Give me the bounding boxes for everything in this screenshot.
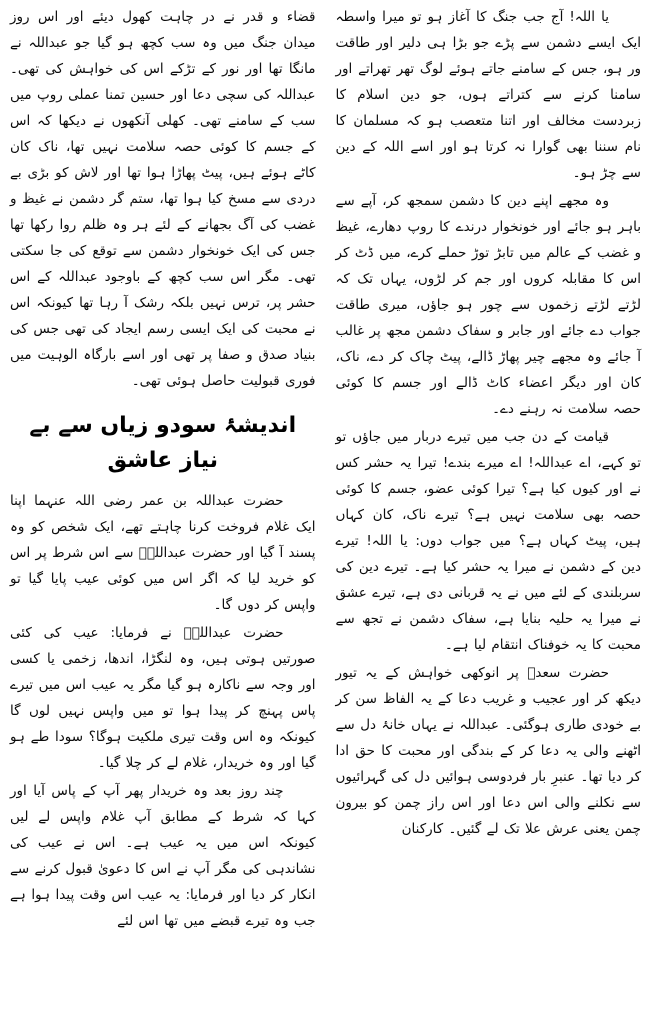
paragraph: حضرت عبداللہؓ نے فرمایا: عیب کی کئی صورتیں ہوتی ہیں، وہ لنگڑا، اندھا، زخمی یا کسی اور وجہ سے ناکارہ ہو گیا مگر یہ عیب اس میں تیرے پاس پہنچ کر پیدا ہوا تو میں واپس نہیں لوں گا کیونکہ وہ اس وقت تیری ملکیت ہوگا؟ سودا طے ہو گیا اور وہ خریدار، غلام لے کر چلا گیا۔ xyxy=(10,625,316,772)
paragraph: چند روز بعد وہ خریدار پھر آپ کے پاس آیا اور کہا کہ شرط کے مطابق آپ غلام واپس لے لیں کیونکہ اس میں یہ عیب ہے۔ اس نے عیب کی نشاندہی کی مگر آپ نے اس کا دعویٰ قبول کرنے سے انکار کر دیا اور فرمایا: یہ عیب اس وقت پیدا ہوا ہے جب وہ تیرے قبضے میں تھا اس لئے xyxy=(10,783,316,930)
paragraph: یا اللہ! آج جب جنگ کا آغاز ہو تو میرا واسطہ ایک ایسے دشمن سے پڑے جو بڑا ہی دلیر اور طاقت ور ہو، جس کے سامنے جاتے ہوئے لوگ تھر تھراتے اور سامنا کرنے سے کتراتے ہوں، جو دین اسلام کا زبردست مخالف اور اتنا متعصب ہو کہ مسلمان کا نام سننا بھی گوارا نہ کرتا ہو اور اسے اللہ کے دین سے چڑ ہو۔ xyxy=(335,9,641,181)
column-right xyxy=(336,4,642,1024)
paragraph: وہ مجھے اپنے دین کا دشمن سمجھ کر، آپے سے باہر ہو جائے اور خونخوار درندے کا روپ دھارے، غیظ و غضب کے عالم میں تابڑ توڑ حملے کرے، میں ڈٹ کر اس کا مقابلہ کروں اور جم کر لڑوں، یہاں تک کہ لڑتے لڑتے زخموں سے چور ہو جاؤں، میری طاقت جواب دے جائے اور جابر و سفاک دشمن مجھ پر غالب آ جائے وہ مجھے چیر پھاڑ ڈالے، پیٹ چاک کر دے، ناک، کان اور دیگر اعضاء کاٹ ڈالے اور جسم کا کوئی حصہ سلامت نہ رہنے دے۔ xyxy=(335,193,641,417)
paragraph: حضرت سعدؓ پر انوکھی خواہش کے یہ تیور دیکھ کر اور عجیب و غریب دعا کے یہ الفاظ سن کر بے خودی طاری ہوگئی۔ عبداللہ نے یہاں خانۂ دل سے اٹھنے والی یہ دعا کر کے بندگی اور محبت کا حق ادا کر دیا تھا۔ عنبرِ بار فردوسی ہوائیں دل کی گہرائیوں سے نکلنے والی اس دعا اور اس راز چمن کو بیرون چمن یعنی عرش علا تک لے گئیں۔ کارکنان xyxy=(335,665,641,837)
paragraph: قیامت کے دن جب میں تیرے دربار میں جاؤں تو تو کہے، اے عبداللہ! اے میرے بندے! تیرا یہ حشر کس نے اور کیوں کیا ہے؟ تیرا کوئی عضو، جسم کا کوئی حصہ بھی سلامت نہیں ہے؟ تیرے ناک، کان کہاں ہیں، پیٹ کہاں ہے؟ میں جواب دوں: یا اللہ! تیرے دین کے دشمن نے میرا یہ حشر کیا ہے۔ تیرے دین کی سربلندی کے لئے میں نے یہ قربانی دی ہے، تیرے عشق نے میرا یہ حلیہ بنایا ہے، سفاک دشمن نے تجھ سے محبت کا یہ خوفناک انتقام لیا ہے۔ xyxy=(335,429,641,653)
section-heading: اندیشۂ سودو زیاں سے بے نیاز عاشق xyxy=(29,413,297,474)
column-left xyxy=(10,4,316,1024)
paragraph: حضرت عبداللہ بن عمر رضی اللہ عنہما اپنا ایک غلام فروخت کرنا چاہتے تھے، ایک شخص کو وہ پسند آ گیا اور حضرت عبداللہؓ سے اس شرط پر اس کو خرید لیا کہ اگر اس میں کوئی عیب پایا گیا تو واپس کر دوں گا۔ xyxy=(10,493,316,614)
paragraph: قضاء و قدر نے در چاہت کھول دیئے اور اس روز میدان جنگ میں وہ سب کچھ ہو گیا جو عبداللہ نے مانگا تھا اور نور کے تڑکے اس کی خواہش کی تھی۔ عبداللہ کی سچی دعا اور حسین تمنا عملی روپ میں سب کے سامنے تھی۔ کھلی آنکھوں نے دیکھا کہ اس کے جسم کا کوئی حصہ سلامت نہیں تھا، ناک کان کاٹے ہوئے ہیں، پیٹ پھاڑا ہوا تھا اور لاش کو بڑی بے دردی سے مسخ کیا ہوا تھا، ستم گر دشمن نے غیظ و غضب کی آگ بجھانے کے لئے ہر وہ ظلم روا رکھا تھا جس کی ایک خونخوار دشمن سے توقع کی جا سکتی تھی۔ مگر اس سب کچھ کے باوجود عبداللہ کے اس حشر پر، ترس نہیں بلکہ رشک آ رہا تھا کیونکہ اس نے محبت کی ایک ایسی رسم ایجاد کی تھی جس کی بنیاد صدق و صفا پر تھی اور اسے بارگاہ الوہیت میں فوری قبولیت حاصل ہوئی تھی۔ xyxy=(10,9,316,389)
